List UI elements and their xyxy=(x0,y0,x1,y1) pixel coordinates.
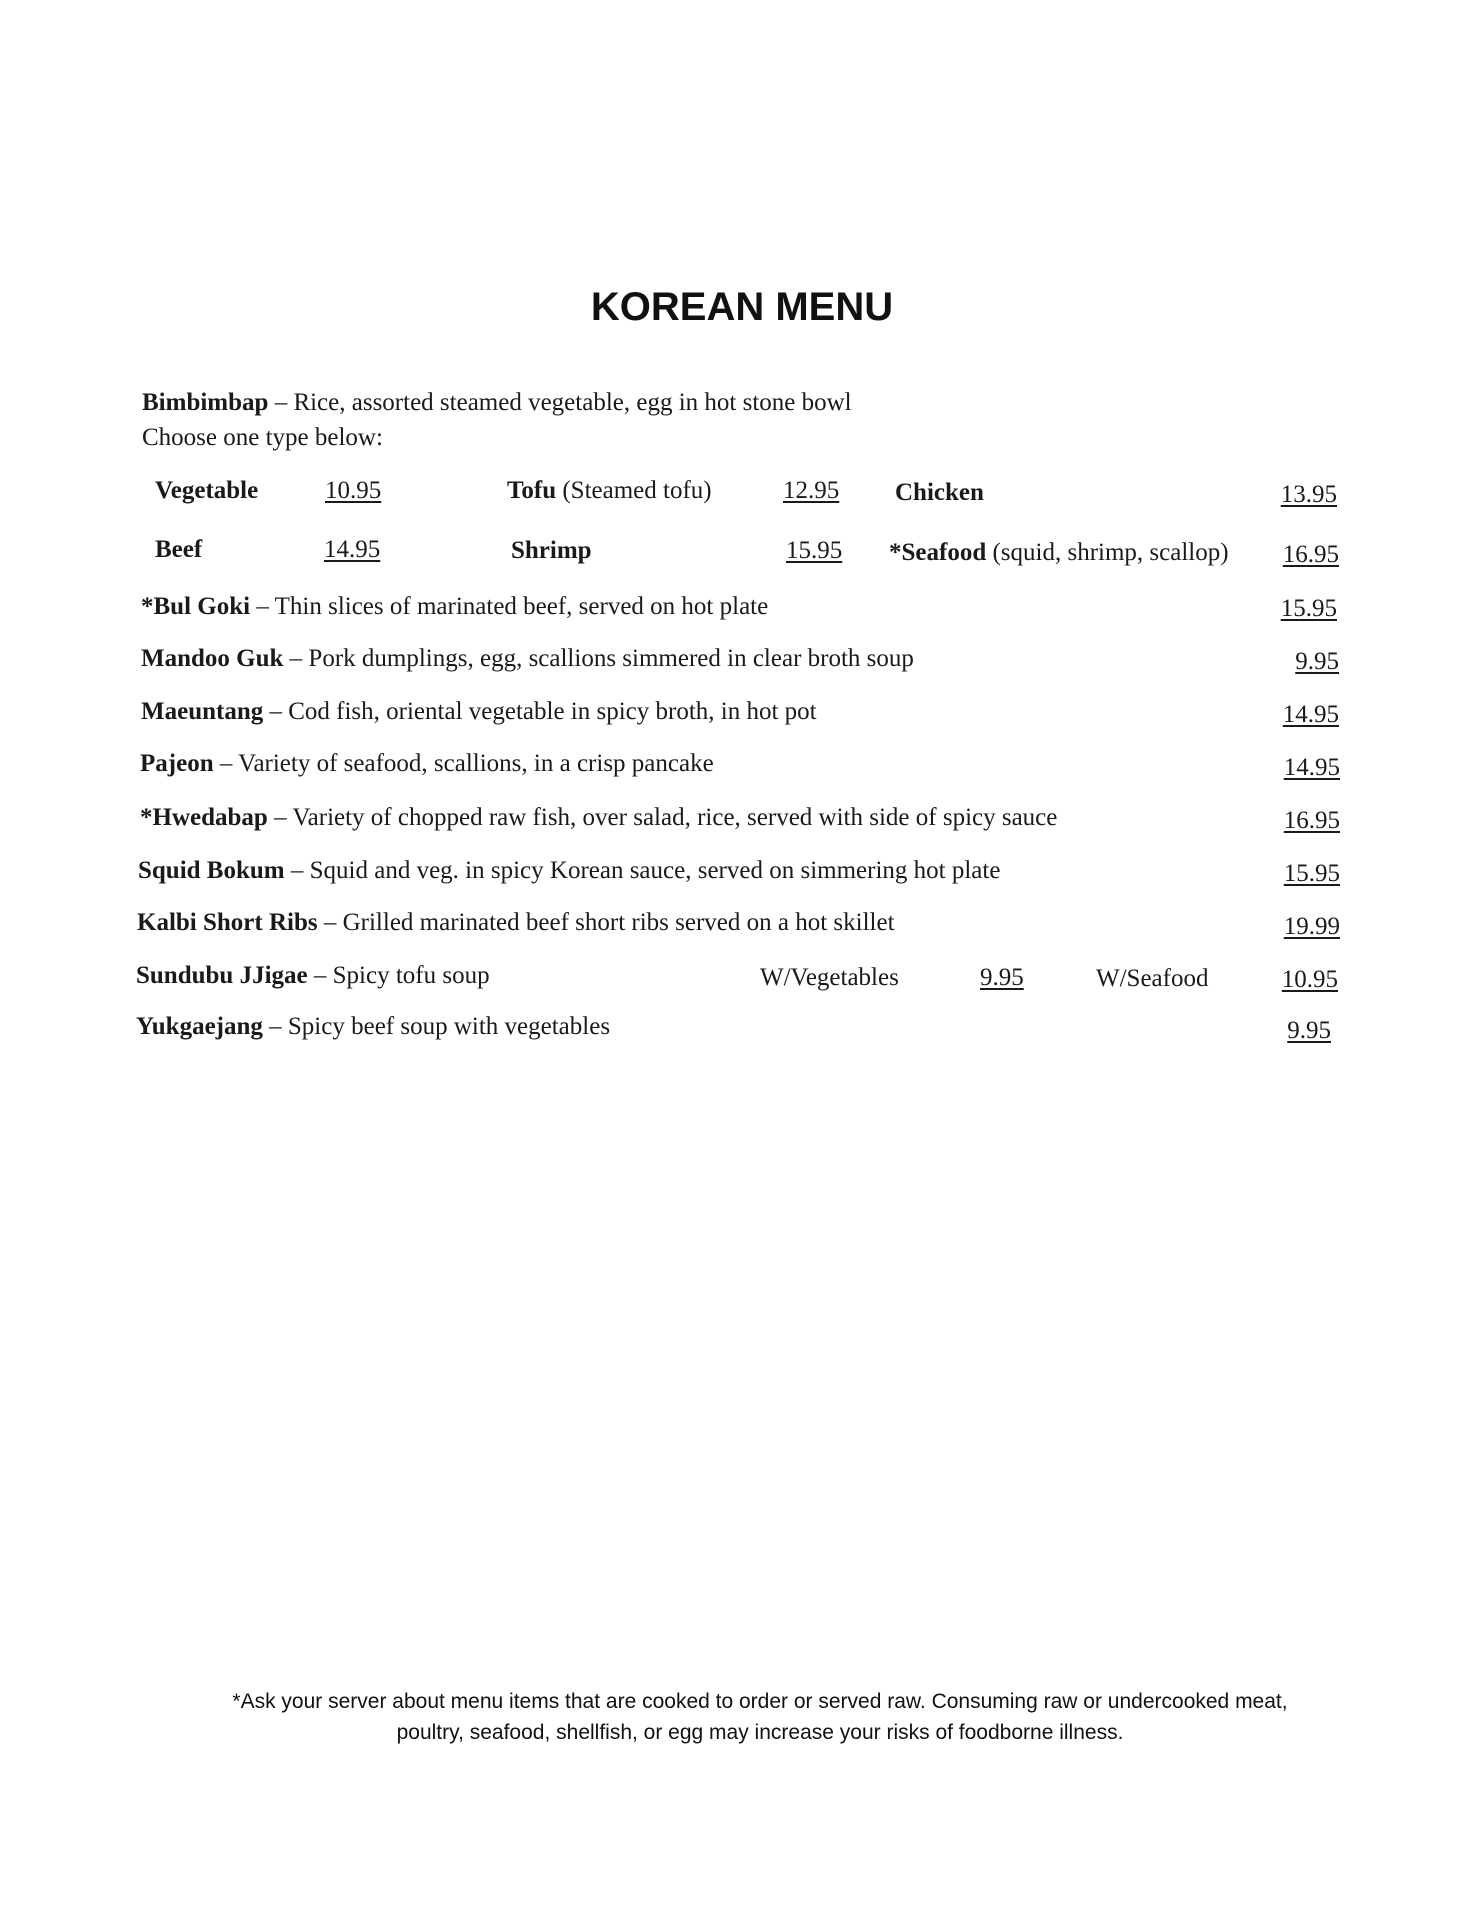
item-name: Squid Bokum xyxy=(138,857,285,884)
option-price: 14.95 xyxy=(324,536,381,563)
item-name: *Bul Goki xyxy=(141,593,251,620)
option-name: Beef xyxy=(155,536,203,563)
page-title: KOREAN MENU xyxy=(590,285,894,329)
option-seafood xyxy=(889,538,1229,568)
item-price: 9.95 xyxy=(1287,1017,1331,1044)
option-price: 15.95 xyxy=(786,537,843,564)
item-price: 9.95 xyxy=(1295,648,1339,675)
option-name: Chicken xyxy=(895,479,984,506)
item-price: 15.95 xyxy=(1280,595,1337,622)
menu-item xyxy=(141,697,817,727)
footnote xyxy=(100,1686,1420,1748)
menu-item xyxy=(141,644,914,674)
item-price: 15.95 xyxy=(1283,860,1340,887)
item-name: Mandoo Guk xyxy=(141,645,284,672)
menu-item xyxy=(138,856,1000,886)
item-desc: – Spicy tofu soup xyxy=(307,962,490,989)
variant-price: 9.95 xyxy=(980,964,1024,991)
item-desc: – Variety of seafood, scallions, in a crisp pancake xyxy=(213,750,714,777)
item-desc: – Cod fish, oriental vegetable in spicy broth, in hot pot xyxy=(263,698,817,725)
item-desc: – Grilled marinated beef short ribs served on a hot skillet xyxy=(317,909,895,936)
item-name: Kalbi Short Ribs xyxy=(137,909,318,936)
footnote-line: *Ask your server about menu items that are cooked to order or served raw. Consuming raw or undercooked meat, xyxy=(232,1690,1288,1713)
item-price: 14.95 xyxy=(1282,701,1339,728)
item-desc: – Squid and veg. in spicy Korean sauce, served on simmering hot plate xyxy=(284,857,1001,884)
item-name: *Hwedabap xyxy=(140,804,268,831)
bimbimbap-header xyxy=(142,388,852,418)
item-price: 14.95 xyxy=(1283,754,1340,781)
variant-label: W/Vegetables xyxy=(760,964,899,991)
option-tofu xyxy=(507,476,712,506)
menu-item xyxy=(141,592,768,622)
choose-instruction: Choose one type below: xyxy=(142,424,383,451)
menu-item xyxy=(140,749,714,779)
item-price: 16.95 xyxy=(1283,807,1340,834)
option-name: Shrimp xyxy=(511,537,592,564)
item-desc: – Spicy beef soup with vegetables xyxy=(262,1013,611,1040)
item-desc: – Variety of chopped raw fish, over salad, rice, served with side of spicy sauce xyxy=(267,804,1058,831)
option-price: 12.95 xyxy=(783,477,840,504)
item-name: Yukgaejang xyxy=(136,1013,263,1040)
item-name: Maeuntang xyxy=(141,698,264,725)
option-name: Tofu xyxy=(507,477,557,504)
option-detail: (Steamed tofu) xyxy=(556,477,712,504)
item-price: 19.99 xyxy=(1283,913,1340,940)
item-desc: – Rice, assorted steamed vegetable, egg in hot stone bowl xyxy=(268,389,852,416)
item-desc: – Pork dumplings, egg, scallions simmered in clear broth soup xyxy=(283,645,914,672)
option-name: *Seafood xyxy=(889,539,987,566)
option-price: 16.95 xyxy=(1282,541,1339,568)
menu-item xyxy=(137,908,895,938)
variant-label: W/Seafood xyxy=(1096,965,1209,992)
menu-item-sundubu xyxy=(136,961,490,991)
menu-item xyxy=(136,1012,610,1042)
option-name: Vegetable xyxy=(155,477,259,504)
item-desc: – Thin slices of marinated beef, served on hot plate xyxy=(250,593,769,620)
option-price: 13.95 xyxy=(1280,481,1337,508)
variant-price: 10.95 xyxy=(1281,966,1338,993)
footnote-line: poultry, seafood, shellfish, or egg may increase your risks of foodborne illness. xyxy=(396,1721,1124,1744)
option-detail: (squid, shrimp, scallop) xyxy=(986,539,1229,566)
item-name: Pajeon xyxy=(140,750,214,777)
item-name: Bimbimbap xyxy=(142,389,269,416)
menu-item xyxy=(140,803,1057,833)
option-price: 10.95 xyxy=(325,477,382,504)
item-name: Sundubu JJigae xyxy=(136,962,308,989)
